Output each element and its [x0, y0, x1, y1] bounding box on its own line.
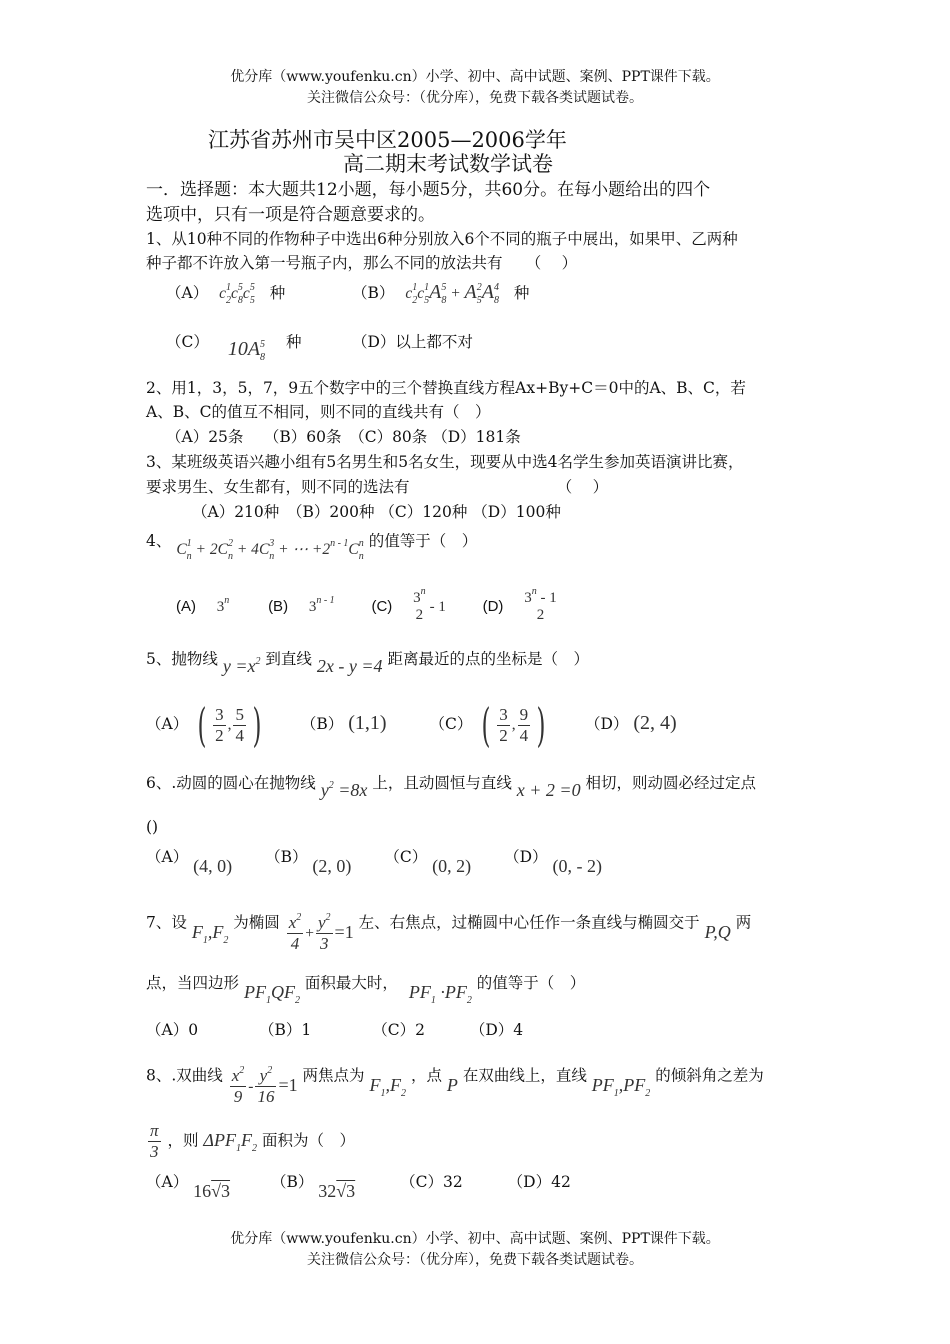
q6-option-d: （D）: [504, 848, 548, 866]
q2-text: 2、用1，3，5，7，9五个数字中的三个替换直线方程Ax+By+C＝0中的A、B、C，若: [146, 379, 746, 397]
q7-option-a: （A）0: [146, 1021, 199, 1039]
q8-option-c: （C）32: [400, 1173, 463, 1191]
q2-text-cont: A、B、C的值互不相同，则不同的直线共有（ ）: [146, 403, 491, 421]
q4-option-b: (B): [268, 598, 289, 615]
q6-prefix: 6、.动圆的圆心在抛物线: [146, 774, 316, 792]
q8-option-a: （A）: [146, 1173, 189, 1191]
q1-unit-a: 种: [269, 284, 286, 302]
q8-line2-mid: ，则: [167, 1131, 199, 1150]
q6-option-b: （B）: [265, 848, 308, 866]
q7-line2-prefix: 点，当四边形: [146, 974, 240, 992]
q8-mid2: ，点: [410, 1066, 442, 1085]
q5-prefix: 5、抛物线: [146, 650, 218, 668]
q5-option-d: （D）: [584, 715, 629, 733]
q8-text: 8、.双曲线 $\frac{x^2}{9}$ - $\frac{y^2}{16}$ =1 两焦点为 $F_1,F_2$ ，点 P 在双曲线上，直线 $PF_1,PF_2$ 的倾斜角之差为: [146, 1065, 764, 1106]
q3-text: 3、某班级英语兴趣小组有5名男生和5名女生，现要从中选4名学生参加英语演讲比赛，: [146, 453, 744, 471]
q6-option-c: （C）: [384, 848, 428, 866]
q1-option-d: （D）以上都不对: [352, 333, 473, 351]
q6-text: 6、.动圆的圆心在抛物线 $y^2 =8x$ 上，且动圆恒与直线 x + 2 =0 相切，则动圆必经过定点: [146, 774, 757, 800]
q1-unit-b: 种: [513, 284, 530, 302]
q8-option-b: （B）: [270, 1173, 314, 1191]
footer-line-2: 关注微信公众号：（优分库），免费下载各类试题试卷。: [307, 1252, 643, 1268]
q6-options: （A） (4, 0) （B） (2, 0) （C） (0, 2) （D） (0, - 2): [146, 848, 602, 876]
q7-option-d: （D）4: [469, 1021, 524, 1039]
q2-options: （A）25条 （B）60条 （C）80条 （D）181条: [166, 428, 521, 446]
q7-line2-tail: 的值等于（ ）: [476, 974, 586, 992]
q4-option-d: (D): [482, 598, 504, 615]
q7-tail: 两: [735, 913, 752, 932]
header-line-1: 优分库（www.youfenku.cn）小学、初中、高中试题、案例、PPT课件下载。: [230, 69, 720, 85]
q7-mid2: 左、右焦点，过椭圆中心任作一条直线与椭圆交于: [358, 913, 700, 932]
q8-mid1: 两焦点为: [302, 1066, 365, 1085]
q5-options: （A） ( $\frac{3}{2}$ , $\frac{5}{4}$ ) （B） (1,1) （C） ( $\frac{3}{2}$ , $\frac{9}{4}$ ) （D） (2, 4): [146, 698, 677, 752]
page-subtitle: 高二期末考试数学试卷: [343, 152, 553, 176]
q1-text-cont: 种子都不许放入第一号瓶子内，那么不同的放法共有 （ ）: [146, 254, 578, 272]
q4-option-c: (C): [371, 598, 393, 615]
q7-option-c: （C）2: [372, 1021, 425, 1039]
header-line-2: 关注微信公众号：（优分库），免费下载各类试题试卷。: [307, 90, 643, 106]
q7-text-cont: 点，当四边形 $PF_1QF_2$ 面积最大时， $PF_1 \cdot PF_2$ 的值等于（ ）: [146, 974, 586, 1006]
q5-mid: 到直线: [265, 650, 312, 668]
section-heading-cont: 选项中，只有一项是符合题意要求的。: [146, 205, 435, 225]
q4-text: [146, 529, 478, 562]
q6-option-a: （A）: [146, 848, 189, 866]
q7-prefix: 7、设: [146, 913, 187, 932]
q7-line2-mid: 面积最大时，: [304, 974, 398, 992]
q4-number: 4、: [146, 532, 172, 550]
q5-text: 5、抛物线 $y =x^2$ 到直线 2x - y =4 距离最近的点的坐标是（ ）: [146, 650, 589, 676]
q8-prefix: 8、.双曲线: [146, 1066, 223, 1085]
q1-option-c: （C） $10A_8^5$ 种: [166, 333, 302, 363]
q6-paren: (): [146, 818, 159, 836]
q8-option-d: （D）42: [507, 1173, 571, 1191]
q3-options: （A）210种 （B）200种 （C）120种 （D）100种: [192, 503, 561, 521]
q8-tail: 的倾斜角之差为: [655, 1066, 764, 1085]
q8-line2-tail: 面积为（ ）: [261, 1131, 355, 1150]
q8-text-cont: $\frac{\pi}{3}$ ，则 $\Delta PF_1F_2$ 面积为（ ）: [150, 1121, 355, 1161]
section-heading: 一．选择题：本大题共12小题，每小题5分，共60分。在每小题给出的四个: [146, 180, 711, 200]
q8-options: （A） 16√3 （B） 32√3 （C）32 （D）42: [146, 1173, 571, 1201]
q1-option-a: （A） $c_2^1c_8^5c_5^5$ 种: [166, 282, 286, 306]
q5-option-b: （B）: [300, 715, 344, 733]
q6-mid: 上，且动圆恒与直线: [372, 774, 512, 792]
page-title: 江苏省苏州市吴中区2005—2006学年: [208, 128, 567, 152]
q7-mid1: 为椭圆: [233, 913, 280, 932]
q4-formula: $C_n^1 + 2C_n^2 + 4C_n^3$ + ⋯ $+2^{n - 1}C_n^n$: [176, 538, 364, 562]
q1-text: 1、从10种不同的作物种子中选出6种分别放入6个不同的瓶子中展出，如果甲、乙两种: [146, 230, 738, 248]
q5-option-c: （C）: [429, 715, 473, 733]
q1-option-c-label: （C）: [166, 333, 209, 351]
q4-tail: 的值等于（ ）: [368, 532, 478, 550]
q7-text: 7、设 $F_1,F_2$ 为椭圆 $\frac{x^2}{4}$ + $\frac{y^2}{3}$ =1 左、右焦点，过椭圆中心任作一条直线与椭圆交于 P,Q 两: [146, 912, 752, 953]
q1-option-a-label: （A）: [166, 284, 209, 302]
q5-option-a: （A）: [146, 715, 189, 733]
q3-text-cont: 要求男生、女生都有，则不同的选法有 （ ）: [146, 478, 609, 496]
q7-option-b: （B）1: [259, 1021, 312, 1039]
q1-unit-c: 种: [285, 333, 302, 351]
q1-option-b-label: （B）: [352, 284, 395, 302]
q4-option-a: (A): [176, 598, 196, 615]
q8-mid3: 在双曲线上，直线: [462, 1066, 587, 1085]
q1-option-b: （B） $c_2^1c_5^1A_8^5 + A_5^2A_8^4$ 种: [352, 281, 530, 306]
q5-tail: 距离最近的点的坐标是（ ）: [387, 650, 589, 668]
q6-tail: 相切，则动圆必经过定点: [585, 774, 757, 792]
footer-line-1: 优分库（www.youfenku.cn）小学、初中、高中试题、案例、PPT课件下载。: [230, 1231, 720, 1247]
q4-options: (A) 3$^n$ (B) 3$^{n - 1}$ (C) 3$^n$ 2 - 1 (D) 3$^n$ - 1 2: [176, 586, 557, 623]
q7-options: [146, 1018, 523, 1040]
